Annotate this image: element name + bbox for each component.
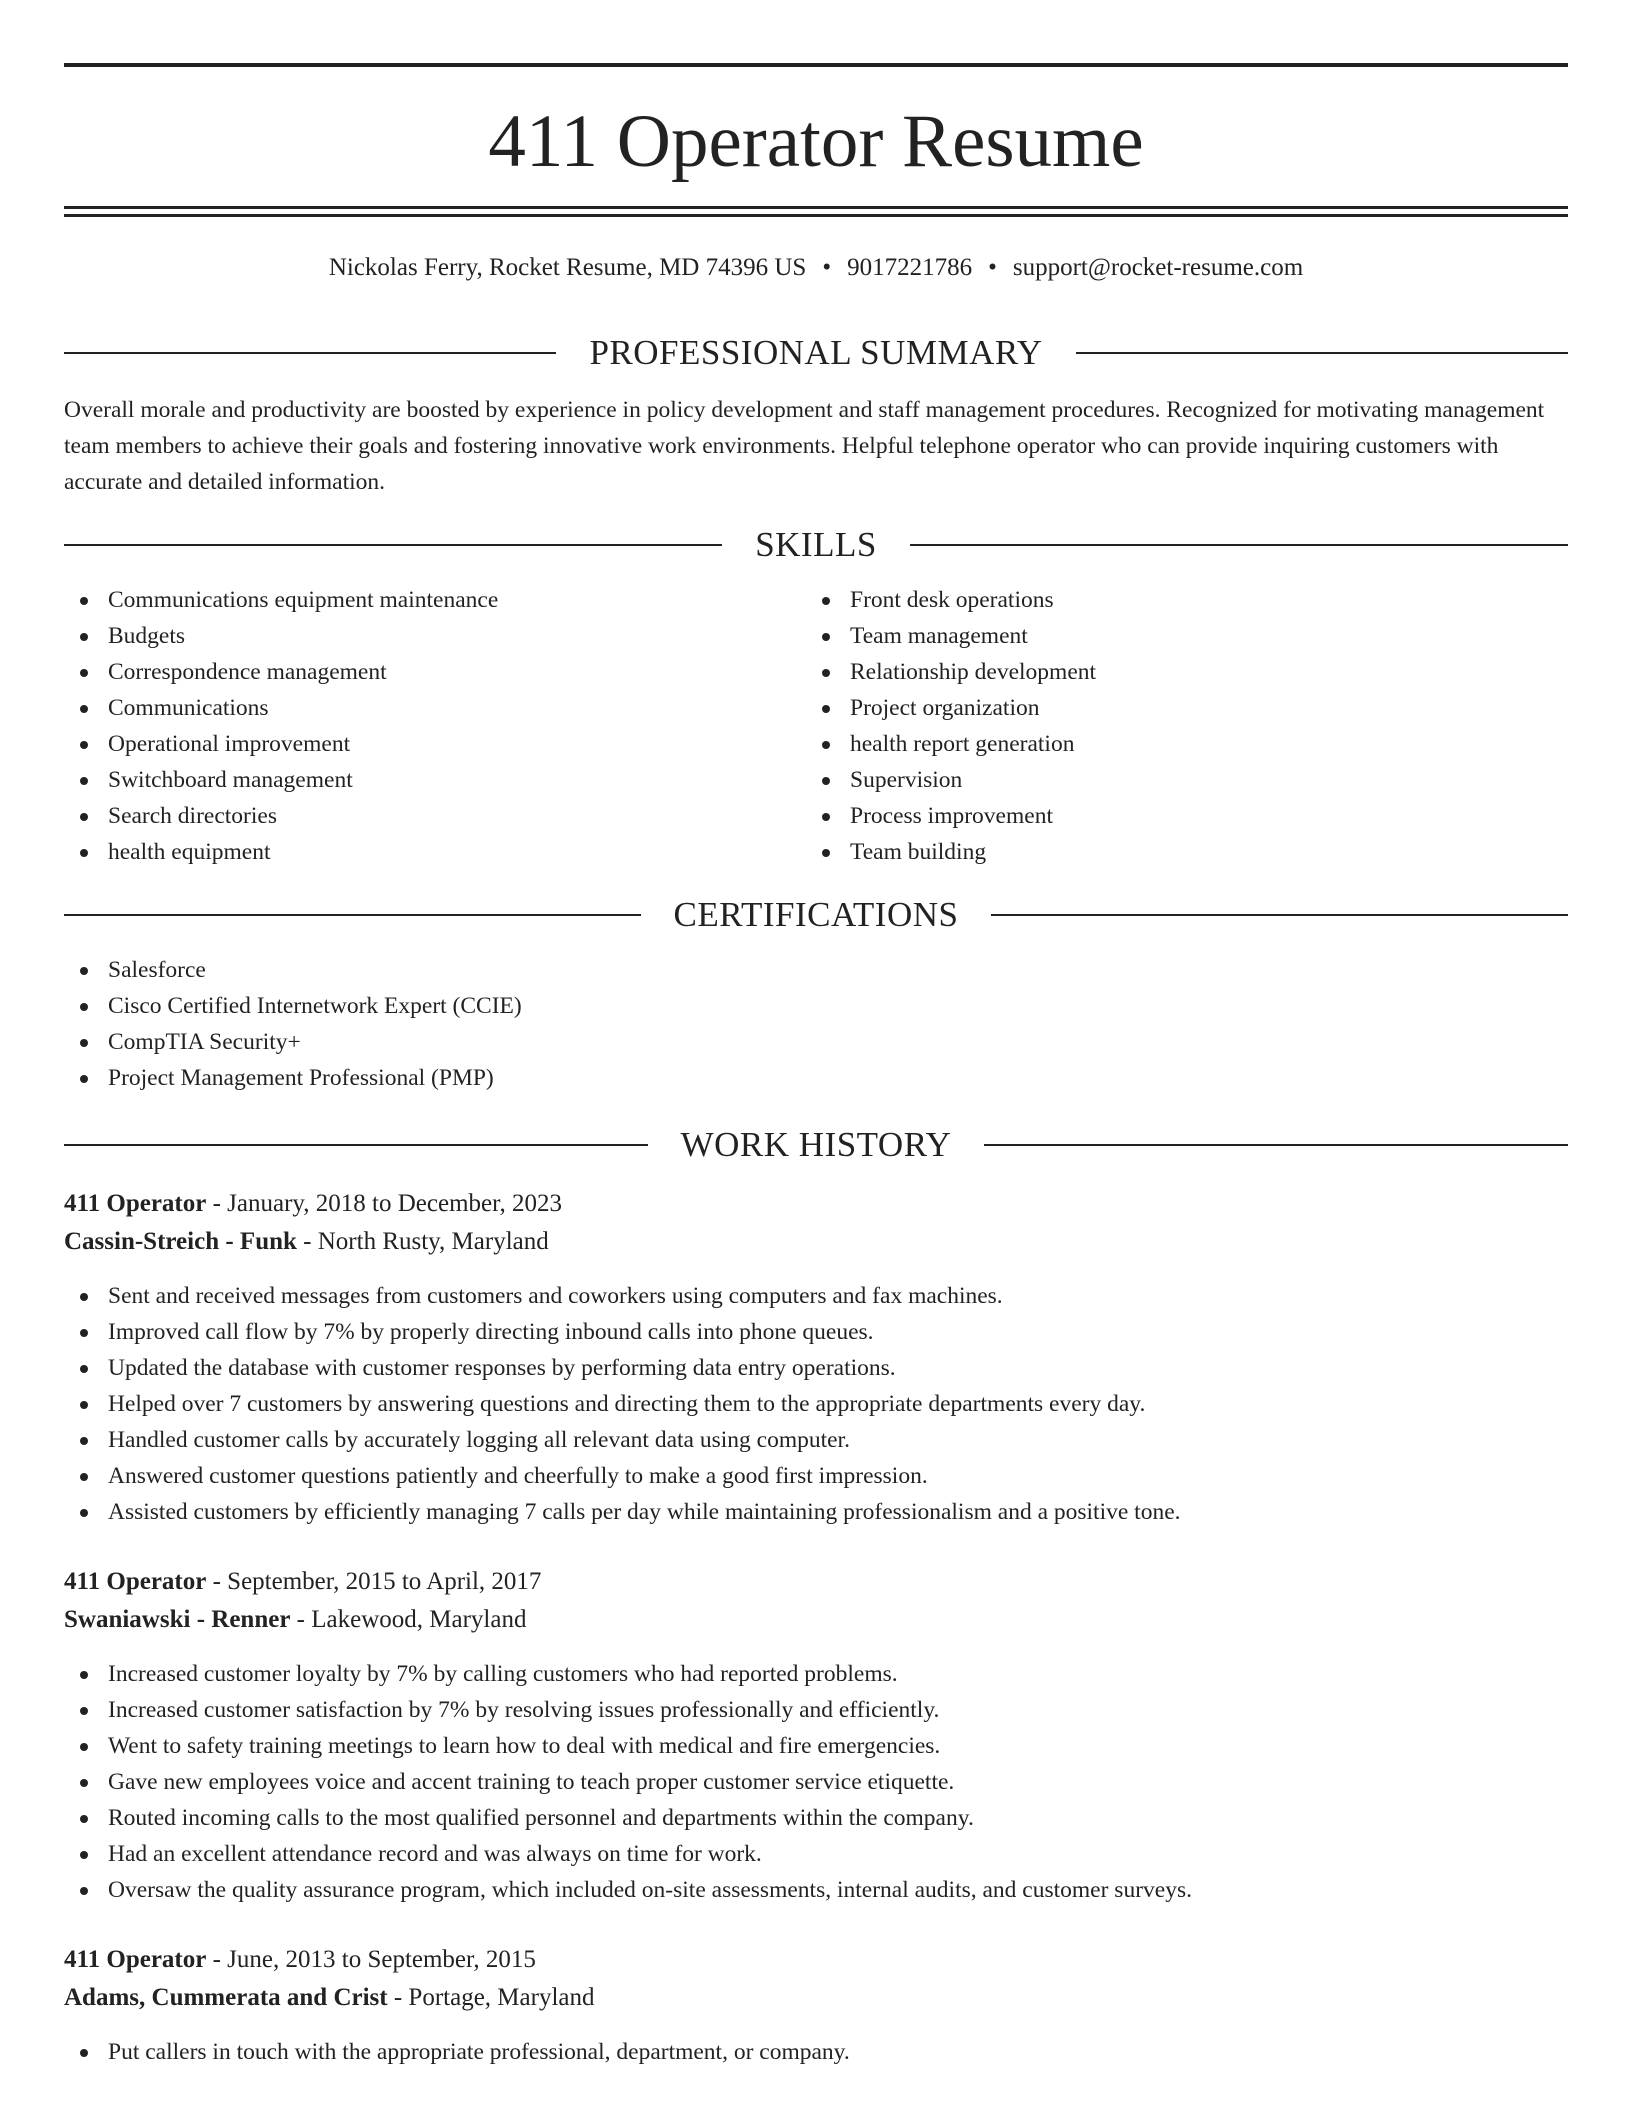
- list-item: Project Management Professional (PMP): [64, 1060, 1568, 1096]
- skills-list-right: [806, 582, 1548, 870]
- list-item: Cisco Certified Internetwork Expert (CCIE): [64, 988, 1568, 1024]
- summary-text: Overall morale and productivity are boosted by experience in policy development and staff management procedures. Recognized for motivating management team members to achieve their goals and fostering innovative work environments. Helpful telephone operator who can provide inquiring customers with accurate and detailed information.: [64, 397, 1545, 495]
- resume-title: 411 Operator Resume: [488, 100, 1144, 183]
- list-item: Budgets: [64, 618, 806, 654]
- list-item: Answered customer questions patiently and cheerfully to make a good first impression.: [64, 1458, 1568, 1494]
- heading-rule-left: [64, 1144, 648, 1146]
- job-title: 411 Operator: [64, 1190, 207, 1217]
- list-item: Team management: [806, 618, 1548, 654]
- job-title-line: [64, 1941, 1568, 1979]
- heading-rule-right: [1076, 352, 1568, 354]
- heading-rule-left: [64, 914, 641, 916]
- heading-rule-right: [984, 1144, 1568, 1146]
- skills-section-heading: [64, 527, 1568, 562]
- list-item: Switchboard management: [64, 762, 806, 798]
- list-item: Gave new employees voice and accent training to teach proper customer service etiquette.: [64, 1764, 1568, 1800]
- job-location: - Portage, Maryland: [387, 1984, 595, 2011]
- job-dates: - September, 2015 to April, 2017: [206, 1568, 542, 1595]
- list-item: Increased customer loyalty by 7% by calling customers who had reported problems.: [64, 1656, 1568, 1692]
- heading-rule-right: [910, 544, 1568, 546]
- list-item: health equipment: [64, 834, 806, 870]
- list-item: Operational improvement: [64, 726, 806, 762]
- summary-section-heading: [64, 335, 1568, 370]
- title-double-rule: [64, 206, 1568, 209]
- summary-heading: PROFESSIONAL SUMMARY: [589, 333, 1043, 372]
- heading-rule-left: [64, 352, 556, 354]
- list-item: Process improvement: [806, 798, 1548, 834]
- list-item: Had an excellent attendance record and was always on time for work.: [64, 1836, 1568, 1872]
- job-company-line: [64, 1601, 1568, 1639]
- job-duties-list: [64, 2034, 1568, 2070]
- contact-email: support@rocket-resume.com: [1012, 254, 1304, 281]
- job-title-line: [64, 1563, 1568, 1601]
- skills-list-left: [64, 582, 806, 870]
- list-item: Search directories: [64, 798, 806, 834]
- certifications-section-heading: [64, 897, 1568, 932]
- top-rule: [64, 63, 1568, 67]
- list-item: Front desk operations: [806, 582, 1548, 618]
- skills-heading: SKILLS: [755, 525, 877, 564]
- list-item: CompTIA Security+: [64, 1024, 1568, 1060]
- list-item: health report generation: [806, 726, 1548, 762]
- list-item: Improved call flow by 7% by properly directing inbound calls into phone queues.: [64, 1314, 1568, 1350]
- job-entry: [64, 1941, 1568, 2070]
- job-duties-list: [64, 1278, 1568, 1530]
- heading-rule-left: [64, 544, 722, 546]
- certifications-heading: CERTIFICATIONS: [673, 895, 959, 934]
- job-company: Adams, Cummerata and Crist: [64, 1984, 388, 2011]
- list-item: Supervision: [806, 762, 1548, 798]
- list-item: Correspondence management: [64, 654, 806, 690]
- job-title: 411 Operator: [64, 1946, 207, 1973]
- list-item: Updated the database with customer responses by performing data entry operations.: [64, 1350, 1568, 1386]
- job-location: - Lakewood, Maryland: [290, 1606, 527, 1633]
- job-entry: [64, 1185, 1568, 1530]
- list-item: Assisted customers by efficiently managing 7 calls per day while maintaining professionalism and a positive tone.: [64, 1494, 1568, 1530]
- list-item: Oversaw the quality assurance program, which included on-site assessments, internal audits, and customer surveys.: [64, 1872, 1568, 1908]
- work-history-heading: WORK HISTORY: [680, 1125, 952, 1164]
- job-company-line: [64, 1979, 1568, 2017]
- contact-line: [64, 255, 1568, 280]
- list-item: Salesforce: [64, 952, 1568, 988]
- job-location: - North Rusty, Maryland: [296, 1228, 549, 1255]
- contact-separator: •: [988, 254, 997, 281]
- job-title-line: [64, 1185, 1568, 1223]
- contact-separator: •: [822, 254, 832, 281]
- list-item: Increased customer satisfaction by 7% by resolving issues professionally and efficiently.: [64, 1692, 1568, 1728]
- list-item: Project organization: [806, 690, 1548, 726]
- list-item: Routed incoming calls to the most qualified personnel and departments within the company.: [64, 1800, 1568, 1836]
- job-company: Swaniawski - Renner: [64, 1606, 291, 1633]
- contact-phone: 9017221786: [847, 254, 973, 281]
- job-dates: - June, 2013 to September, 2015: [206, 1946, 536, 1973]
- list-item: Sent and received messages from customers and coworkers using computers and fax machines.: [64, 1278, 1568, 1314]
- list-item: Helped over 7 customers by answering questions and directing them to the appropriate departments every day.: [64, 1386, 1568, 1422]
- work-history-section-heading: [64, 1127, 1568, 1162]
- job-company: Cassin-Streich - Funk: [64, 1228, 297, 1255]
- job-dates: - January, 2018 to December, 2023: [206, 1190, 562, 1217]
- heading-rule-right: [991, 914, 1568, 916]
- resume-page: [64, 0, 1568, 2070]
- job-title: 411 Operator: [64, 1568, 207, 1595]
- list-item: Communications: [64, 690, 806, 726]
- job-duties-list: [64, 1656, 1568, 1908]
- certifications-list: [64, 952, 1568, 1096]
- list-item: Team building: [806, 834, 1548, 870]
- list-item: Handled customer calls by accurately logging all relevant data using computer.: [64, 1422, 1568, 1458]
- skills-columns: [64, 582, 1568, 870]
- job-entry: [64, 1563, 1568, 1908]
- list-item: Relationship development: [806, 654, 1548, 690]
- list-item: Went to safety training meetings to learn how to deal with medical and fire emergencies.: [64, 1728, 1568, 1764]
- list-item: Put callers in touch with the appropriate professional, department, or company.: [64, 2034, 1568, 2070]
- list-item: Communications equipment maintenance: [64, 582, 806, 618]
- contact-address: Nickolas Ferry, Rocket Resume, MD 74396 US: [328, 254, 807, 281]
- job-company-line: [64, 1223, 1568, 1261]
